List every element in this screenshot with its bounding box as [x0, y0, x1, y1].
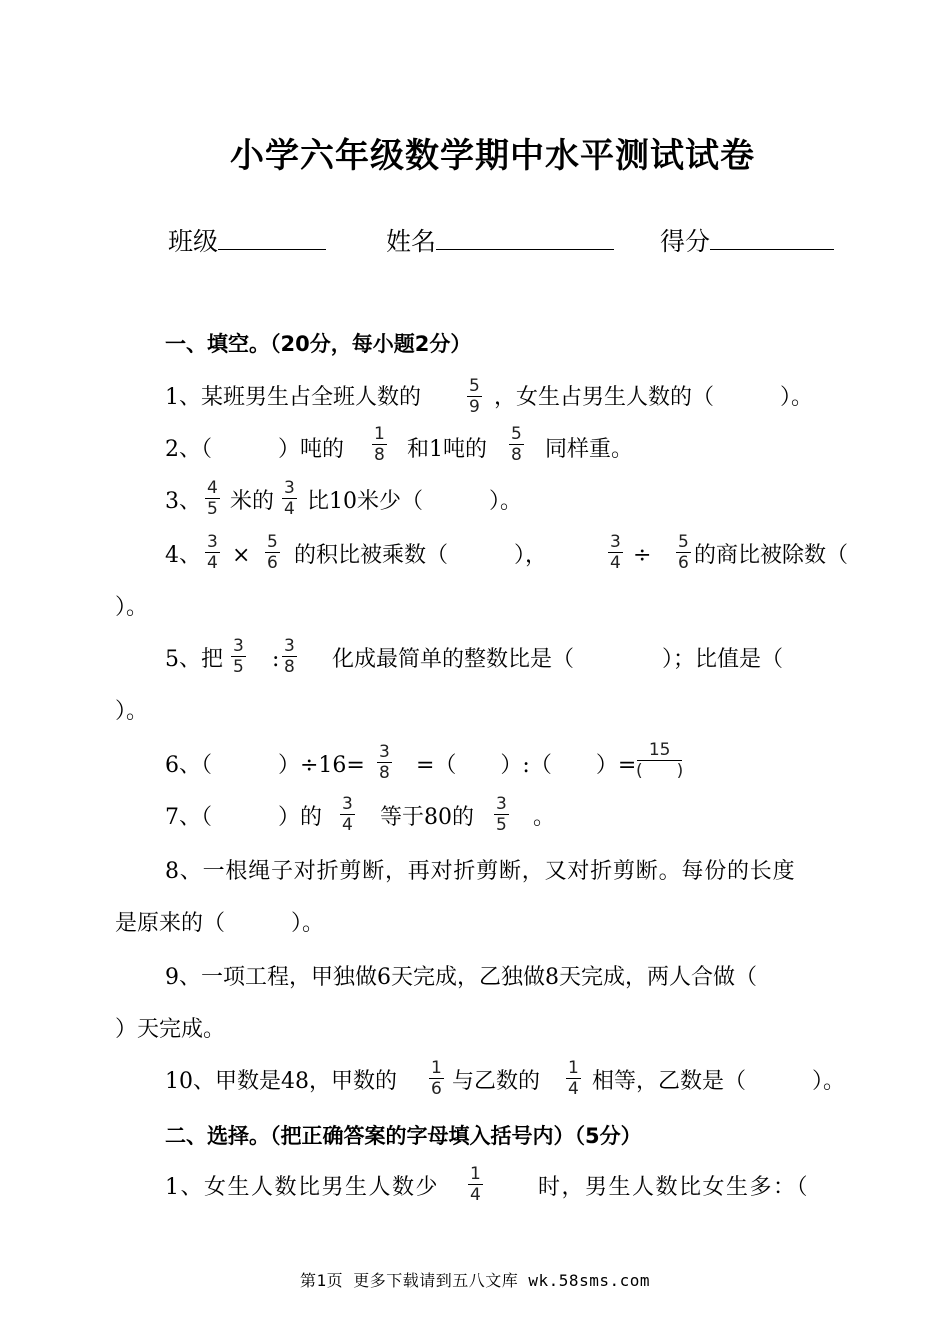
q10-suffix: 相等，乙数是（ ）。	[592, 1069, 846, 1094]
q4-mid: 的积比被乘数（ ），	[294, 543, 548, 568]
q9-text: 9、一项工程，甲独做6天完成，乙独做8天完成，两人合做（	[165, 965, 757, 990]
q3-prefix: 3、	[165, 489, 201, 514]
question-1-4-cont	[0, 588, 950, 628]
fraction-5-9: $\frac{5}{9}$	[469, 376, 480, 417]
q2-prefix: 2、（ ）吨的	[165, 437, 344, 462]
page-footer: 第1页 更多下载请到五八文库 wk.58sms.com	[300, 1271, 650, 1290]
q4-cont: ）。	[115, 595, 149, 620]
question-2-1	[0, 1164, 950, 1208]
q7-mid: 等于80的	[380, 805, 474, 830]
question-1-4	[0, 532, 950, 576]
q1-suffix: ，女生占男生人数的（ ）。	[494, 385, 814, 410]
ratio-colon: :	[272, 647, 280, 672]
fraction-1-4-b: $\frac{1}{4}$	[470, 1164, 481, 1205]
fraction-15-blank: 15 ( )	[636, 740, 684, 781]
q3-mid: 米的	[230, 489, 275, 514]
question-1-3	[0, 478, 950, 522]
fraction-5-6-a: $\frac{5}{6}$	[267, 532, 278, 573]
section2-heading	[0, 1116, 950, 1156]
fraction-3-8-b: $\frac{3}{8}$	[379, 742, 390, 783]
q8-cont: 是原来的（ ）。	[115, 911, 325, 936]
question-1-8	[0, 852, 950, 892]
class-label: 班级	[168, 227, 219, 256]
name-label: 姓名	[386, 227, 437, 256]
question-1-2	[0, 424, 950, 470]
section1-heading	[0, 324, 950, 364]
question-1-9-cont	[0, 1010, 950, 1050]
divide-sign: ÷	[633, 543, 652, 568]
fraction-1-4: $\frac{1}{4}$	[568, 1058, 579, 1099]
q9-cont: ）天完成。	[115, 1017, 226, 1042]
fraction-3-8: $\frac{3}{8}$	[284, 636, 295, 677]
fraction-4-5: $\frac{4}{5}$	[207, 478, 218, 519]
page-title: 小学六年级数学期中水平测试试卷	[230, 136, 755, 176]
fraction-3-4-c: $\frac{3}{4}$	[342, 794, 353, 835]
question-1-1	[0, 378, 950, 418]
question-1-10	[0, 1058, 950, 1102]
score-blank[interactable]	[710, 225, 834, 250]
question-1-7	[0, 794, 950, 838]
s2q1-prefix: 1、女生人数比男生人数少	[165, 1175, 439, 1200]
q4-suffix: 的商比被除数（	[694, 543, 849, 568]
q1-prefix: 1、某班男生占全班人数的	[165, 385, 421, 410]
q4-prefix: 4、	[165, 543, 201, 568]
fraction-3-4-a: $\frac{3}{4}$	[207, 532, 218, 573]
q6-prefix: 6、（ ）÷16=	[165, 753, 365, 778]
fraction-3-4-b: $\frac{3}{4}$	[610, 532, 621, 573]
q3-suffix: 比10米少（ ）。	[307, 489, 522, 514]
q7-suffix: 。	[533, 805, 556, 830]
section1-heading-text: 一、填空。（20分，每小题2分）	[165, 332, 472, 356]
q8-text: 8、一根绳子对折剪断，再对折剪断，又对折剪断。每份的长度	[165, 859, 796, 884]
question-1-9	[0, 958, 950, 998]
fraction-1-8: $\frac{1}{8}$	[374, 424, 385, 465]
q7-prefix: 7、（ ）的	[165, 805, 322, 830]
fraction-5-6-b: $\frac{5}{6}$	[678, 532, 689, 573]
times-sign: ×	[232, 543, 251, 568]
fraction-5-8: $\frac{5}{8}$	[511, 424, 522, 465]
score-field	[660, 222, 834, 258]
fraction-1-6: $\frac{1}{6}$	[431, 1058, 442, 1099]
question-1-8-cont	[0, 904, 950, 944]
q2-suffix: 同样重。	[545, 437, 634, 462]
q5-cont: ）。	[115, 699, 149, 724]
name-field	[386, 222, 614, 258]
q10-prefix: 10、甲数是48，甲数的	[165, 1069, 397, 1094]
q10-mid: 与乙数的	[452, 1069, 541, 1094]
question-1-6	[0, 740, 950, 786]
s2q1-suffix: 时，男生人数比女生多：（	[538, 1175, 810, 1200]
q6-mid: =（ ）:（ ）=	[416, 753, 637, 778]
fraction-3-5: $\frac{3}{5}$	[233, 636, 244, 677]
class-blank[interactable]	[218, 225, 326, 250]
section2-heading-text: 二、选择。（把正确答案的字母填入括号内）（5分）	[165, 1124, 642, 1148]
question-1-5	[0, 636, 950, 680]
fraction-3-4: $\frac{3}{4}$	[284, 478, 295, 519]
name-blank[interactable]	[436, 225, 614, 250]
q5-prefix: 5、把	[165, 647, 223, 672]
class-field	[168, 222, 326, 258]
q5-suffix: 化成最简单的整数比是（ ）；比值是（	[332, 647, 784, 672]
fraction-3-5-b: $\frac{3}{5}$	[496, 794, 507, 835]
question-1-5-cont	[0, 692, 950, 732]
score-label: 得分	[660, 227, 711, 256]
q2-mid: 和1吨的	[407, 437, 487, 462]
